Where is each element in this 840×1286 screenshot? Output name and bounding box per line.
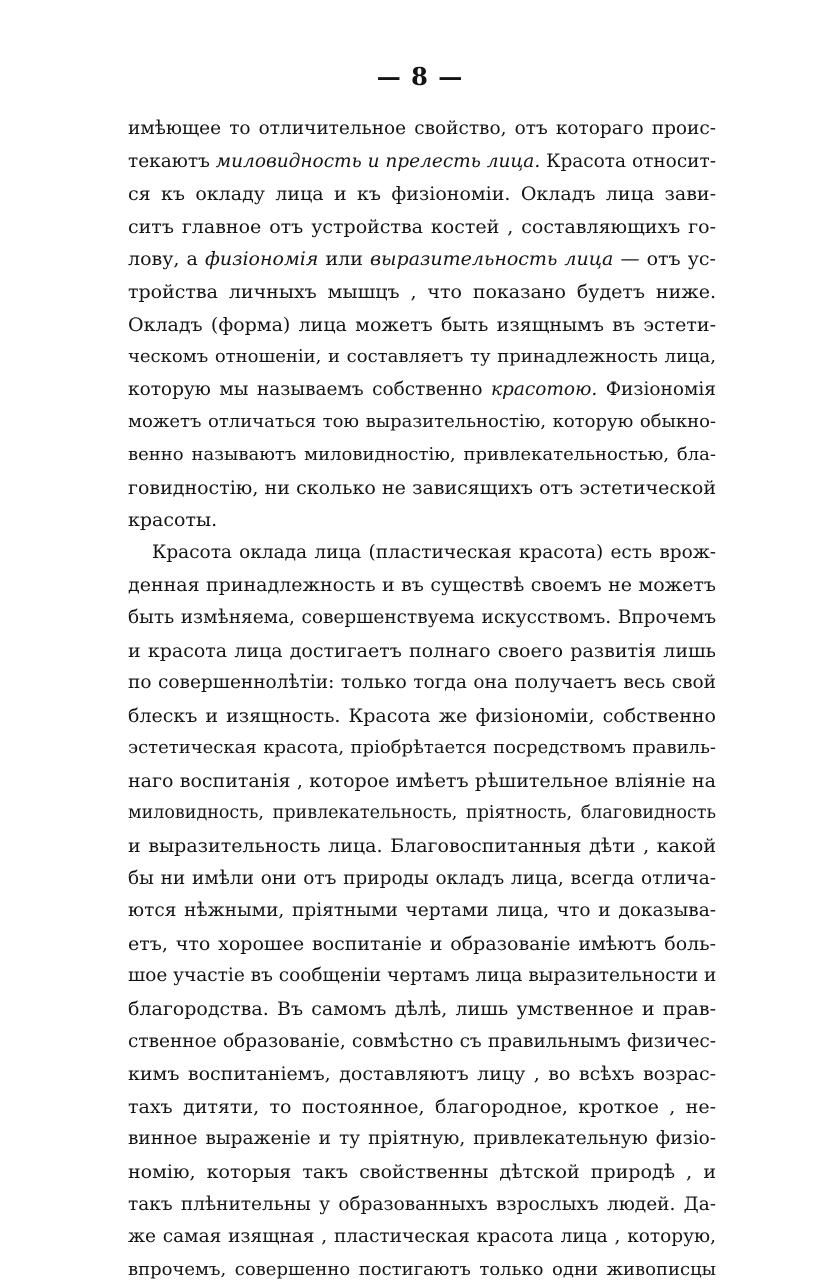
- text-segment: впрочемъ, совершенно постигаютъ только одни живописцы: [128, 1258, 716, 1280]
- text-line: [128, 993, 716, 1026]
- text-segment: которую мы называемъ собственно: [128, 378, 491, 400]
- text-line: [128, 504, 716, 537]
- text-segment: тройства личныхъ мышцъ , что показано будетъ ниже.: [128, 280, 716, 303]
- text-segment: Физiономiя: [597, 378, 716, 400]
- text-line: [128, 472, 716, 505]
- text-line: [128, 895, 716, 928]
- text-line: [128, 406, 716, 439]
- text-segment: кимъ воспитанiемъ, доставляютъ лицу , во всѣхъ возрас-: [128, 1063, 716, 1086]
- text-segment: ся къ окладу лица и къ физiономiи. Окладъ лица зави-: [128, 183, 716, 206]
- text-line: [128, 1221, 716, 1254]
- text-segment: етъ, что хорошее воспитанiе и образованiе имѣютъ боль-: [128, 932, 716, 955]
- text-segment: шое участiе въ сообщенiи чертамъ лица выразительности и: [128, 965, 716, 987]
- italic-text: миловидность и прелесть лица.: [215, 150, 541, 172]
- text-line: [128, 667, 716, 700]
- text-line: [128, 569, 716, 602]
- text-line: [128, 1026, 716, 1059]
- text-segment: благородства. Въ самомъ дѣлѣ, лишь умственное и прав-: [128, 998, 716, 1021]
- text-line: [128, 732, 716, 765]
- text-segment: блескъ и изящность. Красота же физiономiи, собственно: [128, 704, 716, 727]
- italic-text: красотою.: [490, 378, 598, 400]
- text-line: [128, 863, 716, 896]
- text-line: [128, 1189, 716, 1222]
- text-segment: денная принадлежность и въ существѣ своемъ не можетъ: [128, 574, 716, 597]
- text-segment: ситъ главное отъ устройства костей , составляющихъ го-: [128, 215, 716, 238]
- text-line: [128, 602, 716, 635]
- text-line: [128, 1156, 716, 1189]
- text-segment: лову, а: [128, 248, 205, 271]
- text-segment: ются нѣжными, прiятными чертами лица, что и доказыва-: [128, 900, 716, 922]
- text-segment: и красота лица достигаетъ полнаго своего развитiя лишь: [128, 639, 716, 662]
- text-line: [128, 1091, 716, 1124]
- text-line: [128, 830, 716, 863]
- text-segment: текаютъ: [128, 150, 216, 172]
- text-segment: ственное образованiе, совмѣстно съ правильнымъ физичес-: [128, 1030, 716, 1052]
- text-line: [128, 537, 716, 570]
- text-segment: по совершеннолѣтiи: только тогда она получаетъ весь свой: [128, 672, 716, 694]
- text-segment: имѣющее то отличительное свойство, отъ котораго проис-: [128, 118, 716, 139]
- italic-text: физiономiя: [205, 248, 319, 271]
- text-segment: эстетическая красота, прiобрѣтается посредствомъ правиль-: [128, 737, 716, 759]
- text-segment: красоты.: [128, 509, 218, 532]
- text-segment: Окладъ (форма) лица можетъ быть изящнымъ въ эстети-: [128, 313, 716, 336]
- text-line: [128, 700, 716, 733]
- body-text: [128, 113, 716, 1286]
- text-line: [128, 1254, 716, 1286]
- text-line: [128, 1058, 716, 1091]
- text-line: [128, 635, 716, 668]
- text-line: [128, 960, 716, 993]
- text-segment: — отъ ус-: [613, 248, 716, 271]
- text-line: [128, 178, 716, 211]
- text-segment: ческомъ отношенiи, и составляетъ ту принадлежность лица,: [128, 346, 716, 368]
- text-segment: миловидность, привлекательность, прiятность, благовидность: [128, 803, 716, 824]
- text-line: [128, 341, 716, 374]
- text-line: [128, 765, 716, 798]
- text-segment: наго воспитанiя , которое имѣетъ рѣшительное влiянiе на: [128, 769, 716, 792]
- text-line: [128, 1123, 716, 1156]
- text-segment: говидностiю, ни сколько не зависящихъ отъ эстетической: [128, 476, 716, 499]
- text-line: [128, 113, 716, 146]
- text-line: [128, 439, 716, 472]
- text-segment: и выразительность лица. Благовоспитанныя дѣти , какой: [128, 835, 716, 858]
- text-segment: же самая изящная , пластическая красота лица , которую,: [128, 1226, 716, 1248]
- text-segment: венно называютъ миловидностiю, привлекательностью, бла-: [128, 443, 716, 465]
- text-line: [128, 146, 716, 179]
- text-segment: быть измѣняема, совершенствуема искусствомъ. Впрочемъ: [128, 606, 716, 628]
- italic-text: выразительность лица: [370, 248, 614, 271]
- text-line: [128, 309, 716, 342]
- text-line: [128, 243, 716, 276]
- text-segment: бы ни имѣли они отъ природы окладъ лица, всегда отлича-: [128, 867, 716, 889]
- text-segment: тахъ дитяти, то постоянное, благородное, кроткое , не-: [128, 1095, 716, 1118]
- text-line: [128, 276, 716, 309]
- text-segment: номiю, которыя такъ свойственны дѣтской природѣ , и: [128, 1161, 716, 1183]
- text-segment: винное выраженiе и ту прiятную, привлекательную физiо-: [128, 1128, 716, 1150]
- text-line: [128, 374, 716, 407]
- text-segment: можетъ отличаться тою выразительностiю, которую обыкно-: [128, 411, 716, 433]
- text-line: [128, 211, 716, 244]
- text-segment: Красота относит-: [540, 150, 716, 172]
- text-line: [128, 797, 716, 830]
- text-line: [128, 928, 716, 961]
- text-segment: Красота оклада лица (пластическая красота) есть врож-: [152, 541, 716, 563]
- page-number: — 8 —: [376, 62, 464, 91]
- text-segment: такъ плѣнительны у образованныхъ взрослыхъ людей. Да-: [128, 1193, 716, 1215]
- text-segment: или: [318, 248, 370, 271]
